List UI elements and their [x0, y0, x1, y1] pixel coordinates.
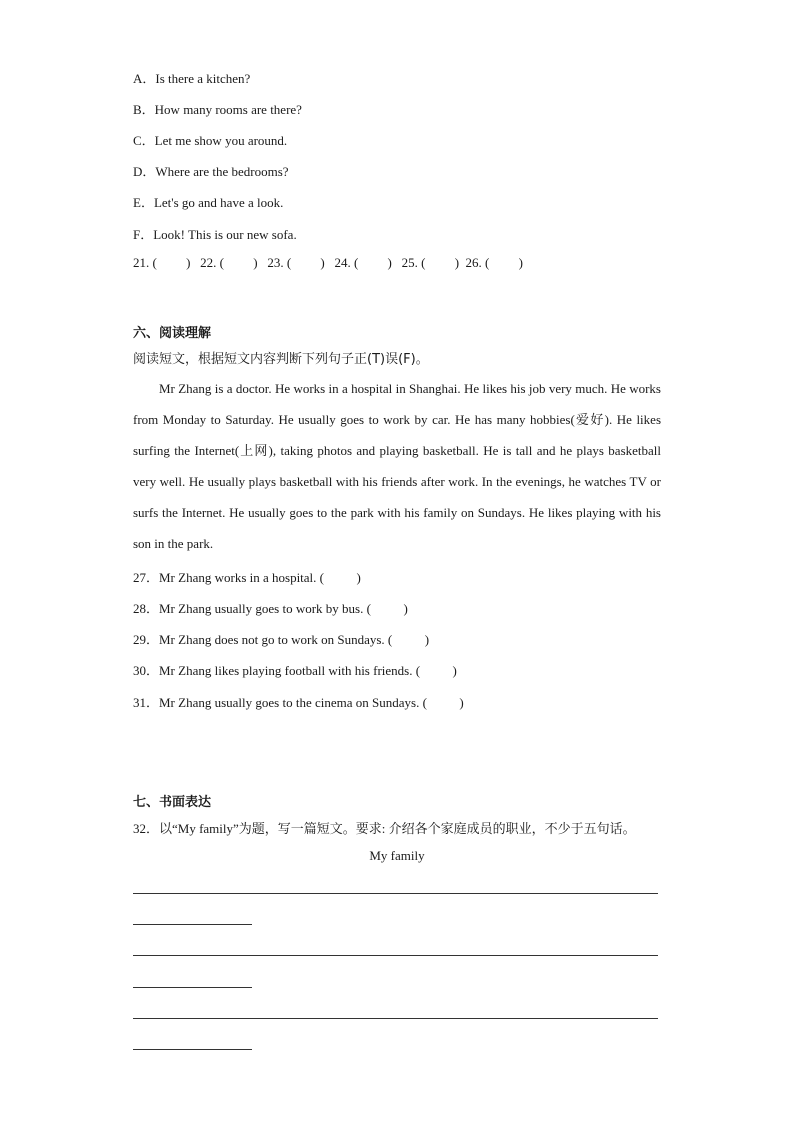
writing-line[interactable] — [133, 893, 658, 894]
writing-line[interactable] — [133, 987, 252, 988]
option-e: E．Let's go and have a look. — [133, 195, 284, 210]
reading-passage-text: Mr Zhang is a doctor. He works in a hospital in Shanghai. He likes his job very much. He works from Monday to Saturday. He usually goes to work by car. He has many hobbies(爱好). He likes surfing the Internet(上网), taking photos and playing basketball. He is tall and he plays basketball very well. He usually plays basketball with his friends after work. In the evenings, he watches TV or surfs the Internet. He usually goes to the park with his family on Sundays. He likes playing with his son in the park. — [133, 381, 661, 551]
option-a: A．Is there a kitchen? — [133, 71, 251, 86]
writing-line[interactable] — [133, 955, 658, 956]
writing-line[interactable] — [133, 1049, 252, 1050]
question-29: 29．Mr Zhang does not go to work on Sundays. ( ) — [133, 632, 430, 647]
section6-instruction: 阅读短文，根据短文内容判断下列句子正(T)误(F)。 — [133, 352, 429, 367]
writing-line[interactable] — [133, 924, 252, 925]
option-b: B．How many rooms are there? — [133, 102, 302, 117]
question-30: 30．Mr Zhang likes playing football with his friends. ( ) — [133, 663, 457, 678]
question-31: 31．Mr Zhang usually goes to the cinema on Sundays. ( ) — [133, 695, 464, 710]
writing-prompt: 32．以“My family”为题，写一篇短文。要求: 介绍各个家庭成员的职业，不少于五句话。 — [133, 821, 636, 836]
option-f: F．Look! This is our new sofa. — [133, 227, 297, 242]
question-27: 27．Mr Zhang works in a hospital. ( ) — [133, 570, 361, 585]
option-c: C．Let me show you around. — [133, 133, 288, 148]
section6-heading: 六、阅读理解 — [133, 326, 212, 341]
writing-title: My family — [369, 848, 425, 863]
question-28: 28．Mr Zhang usually goes to work by bus. ( ) — [133, 601, 408, 616]
reading-passage — [133, 373, 661, 559]
writing-line[interactable] — [133, 1018, 658, 1019]
section7-heading: 七、书面表达 — [133, 795, 212, 810]
answer-row: 21. ( ) 22. ( ) 23. ( ) 24. ( ) 25. ( ) 26. ( ) — [133, 255, 523, 270]
option-d: D．Where are the bedrooms? — [133, 164, 289, 179]
